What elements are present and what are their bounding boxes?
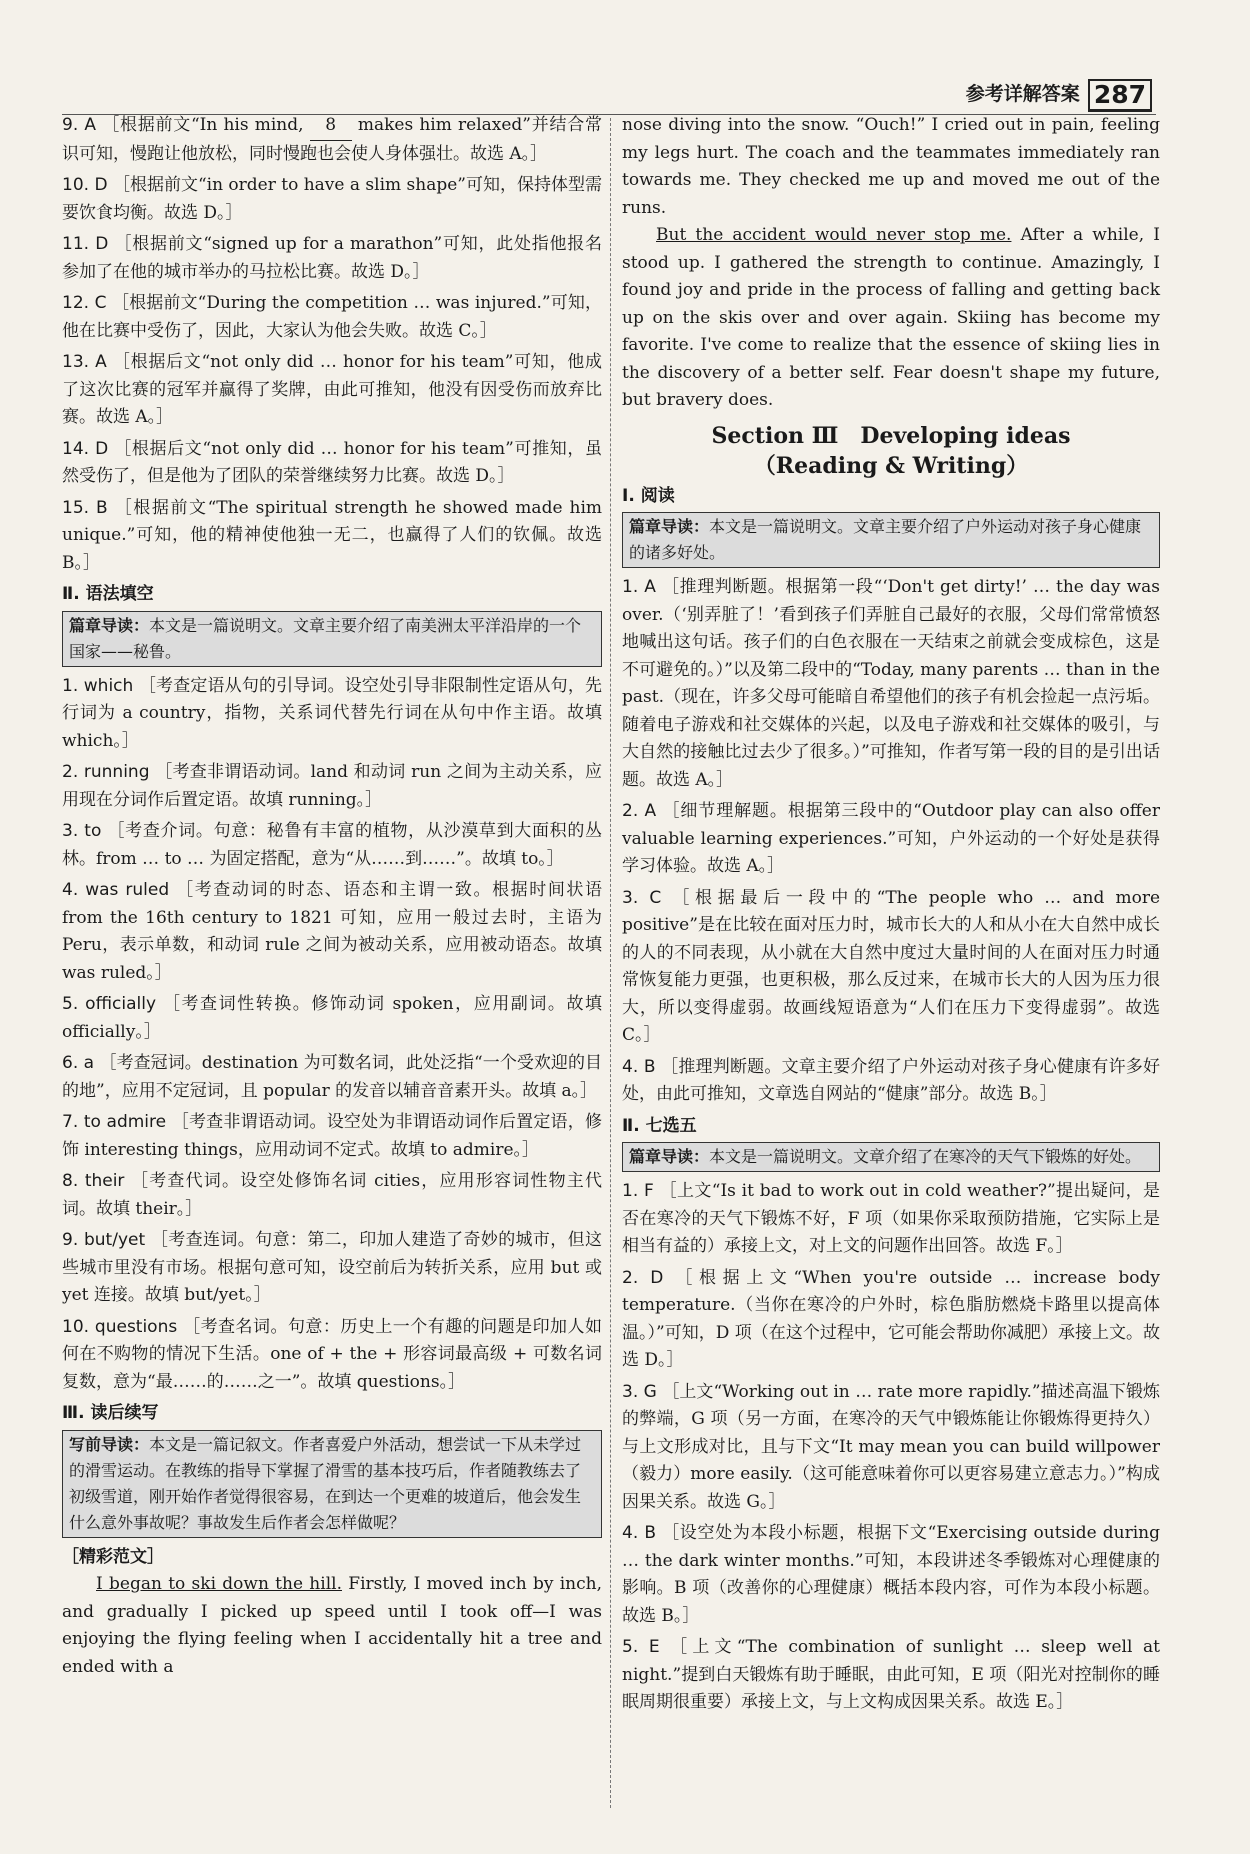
- reading-item: 2. A ［细节理解题。根据第三段中的“Outdoor play can also offer valuable learning experiences.”可知，户外运动的一个好处是获得学习体验。故选 A。］: [622, 801, 1160, 876]
- answer-item: 11. D ［根据前文“signed up for a marathon”可知，此处指他报名参加了在他的城市举办的马拉松比赛。故选 D。］: [62, 234, 602, 282]
- page-number: 287: [1088, 79, 1152, 112]
- grammar-item: 6. a ［考查冠词。destination 为可数名词，此处泛指“一个受欢迎的目的地”，应用不定冠词，且 popular 的发音以辅音音素开头。故填 a。］: [62, 1053, 603, 1101]
- model-essay-continued: [622, 112, 1160, 415]
- reading-guide: 篇章导读：本文是一篇说明文。文章主要介绍了户外运动对孩子身心健康的诸多好处。: [622, 512, 1160, 568]
- blank-number: 8: [310, 112, 352, 141]
- essay-paragraph: I began to ski down the hill. Firstly, I moved inch by inch, and gradually I picked up speed until I took off—I was enjoying the flying feeling when I accidentally hit a tree and ended with a: [62, 1574, 603, 1677]
- reading-item: 4. B ［推理判断题。文章主要介绍了户外运动对孩子身心健康有许多好处，由此可推知，文章选自网站的“健康”部分。故选 B。］: [622, 1056, 1161, 1104]
- grammar-item: 1. which ［考查定语从句的引导词。设空处引导非限制性定语从句，先行词为 a country，指物，关系词代替先行词在从句中作主语。故填 which。］: [62, 675, 602, 751]
- grammar-item: 5. officially ［考查词性转换。修饰动词 spoken，应用副词。故填 officially。］: [62, 994, 602, 1042]
- model-essay: [62, 1571, 602, 1681]
- grammar-item: 9. but/yet ［考查连词。句意：第二，印加人建造了奇妙的城市，但这些城市里没有市场。根据句意可知，设空前后为转折关系，应用 but 或 yet 连接。故填 but/yet。］: [62, 1230, 603, 1305]
- grammar-guide: 篇章导读：本文是一篇说明文。文章主要介绍了南美洲太平洋沿岸的一个国家——秘鲁。: [62, 611, 602, 667]
- answer-item: 10. D ［根据前文“in order to have a slim shape”可知，保持体型需要饮食均衡。故选 D。］: [62, 175, 602, 223]
- seven-choose-five-heading: Ⅱ. 七选五: [622, 1115, 697, 1136]
- answer-item: 14. D ［根据后文“not only did … honor for his team”可推知，虽然受伤了，但是他为了团队的荣誉继续努力比赛。故选 D。］: [62, 438, 603, 486]
- reading-heading: Ⅰ. 阅读: [622, 485, 675, 506]
- grammar-item: 3. to ［考查介词。句意：秘鲁有丰富的植物，从沙漠草到大面积的丛林。from … to … 为固定搭配，意为“从……到……”。故填 to。］: [62, 821, 603, 869]
- header-title: 参考详解答案: [965, 83, 1080, 106]
- answer-item: 9. A ［根据前文“In his mind, 8 makes him relaxed”并结合常识可知，慢跑让他放松，同时慢跑也会使人身体强壮。故选 A。］: [62, 112, 602, 168]
- section-title: Section Ⅲ Developing ideas: [711, 422, 1071, 449]
- seven-guide: 篇章导读：本文是一篇说明文。文章介绍了在寒冷的天气下锻炼的好处。: [622, 1142, 1160, 1172]
- seven-item: 2. D ［根据上文“When you're outside … increase body temperature.（当你在寒冷的户外时，棕色脂肪燃烧卡路里以提高体温。）”可知，D 项（在这个过程中，它可能会帮助你减肥）承接上文。故选 D。］: [622, 1267, 1161, 1370]
- page-header: [966, 80, 1152, 110]
- seven-item: 5. E ［上文“The combination of sunlight … sleep well at night.”提到白天锻炼有助于睡眠，由此可知，E 项（阳光对控制你的睡眠周期很重要）承接上文，与上文构成因果关系。故选 E。］: [622, 1637, 1160, 1712]
- continuation-heading: Ⅲ. 读后续写: [62, 1403, 159, 1423]
- essay-heading: ［精彩范文］: [62, 1546, 164, 1567]
- reading-item: 3. C ［根据最后一段中的“The people who … and more positive”是在比较在面对压力时，城市长大的人和从小在大自然中成长的人的不同表现，从小就在大自然中度过大量时间的人在面对压力时通常恢复能力更强，也更积极，那么反过来，在城市长大的人因为压力很大，所以变得虚弱。故画线短语意为“人们在压力下变得虚弱”。故选 C。］: [622, 887, 1161, 1045]
- seven-item: 4. B ［设空处为本段小标题，根据下文“Exercising outside during … the dark winter months.”可知，本段讲述冬季锻炼对心理健康的影响。B 项（改善你的心理健康）概括本段内容，可作为本段小标题。故选 B。］: [622, 1523, 1160, 1626]
- grammar-item: 2. running ［考查非谓语动词。land 和动词 run 之间为主动关系，应用现在分词作后置定语。故填 running。］: [62, 762, 603, 810]
- grammar-item: 4. was ruled ［考查动词的时态、语态和主谓一致。根据时间状语 from the 16th century to 1821 可知，应用一般过去时，主语为 Peru，表示单数，和动词 rule 之间为被动关系，应用被动语态。故填 was ruled。］: [62, 880, 603, 983]
- answer-item: 12. C ［根据前文“During the competition … was injured.”可知，他在比赛中受伤了，因此，大家认为他会失败。故选 C。］: [62, 293, 603, 341]
- continuation-guide: 写前导读：本文是一篇记叙文。作者喜爱户外活动，想尝试一下从未学过的滑雪运动。在教练的指导下掌握了滑雪的基本技巧后，作者随教练去了初级雪道，刚开始作者觉得很容易，在到达一个更难的坡道后，他会发生什么意外事故呢？事故发生后作者会怎样做呢？: [62, 1430, 602, 1538]
- essay-paragraph: But the accident would never stop me. After a while, I stood up. I gathered the strength to continue. Amazingly, I found joy and pride in the process of falling and getting back up on the skis over and over again. Skiing has become my favorite. I've come to realize that the essence of skiing lies in the discovery of a better self. Fear doesn't shape my future, but bravery does.: [622, 225, 1160, 410]
- left-column: [62, 112, 602, 1681]
- right-column: [622, 112, 1160, 1721]
- grammar-item: 8. their ［考查代词。设空处修饰名词 cities，应用形容词性物主代词。故填 their。］: [62, 1171, 602, 1219]
- seven-item: 1. F ［上文“Is it bad to work out in cold weather?”提出疑问，是否在寒冷的天气下锻炼不好，F 项（如果你采取预防措施，它实际上是相当有益的）承接上文，对上文的问题作出回答。故选 F。］: [622, 1181, 1160, 1256]
- grammar-item: 10. questions ［考查名词。句意：历史上一个有趣的问题是印加人如何在不购物的情况下生活。one of + the + 形容词最高级 + 可数名词复数，意为“最……的……之一”。故填 questions。］: [62, 1316, 603, 1392]
- grammar-heading: Ⅱ. 语法填空: [62, 584, 154, 604]
- column-divider: [610, 118, 611, 1808]
- grammar-item: 7. to admire ［考查非谓语动词。设空处为非谓语动词作后置定语，修饰 interesting things，应用动词不定式。故填 to admire。］: [62, 1112, 602, 1160]
- seven-item: 3. G ［上文“Working out in … rate more rapidly.”描述高温下锻炼的弊端，G 项（另一方面，在寒冷的天气中锻炼能让你锻炼得更持久）与上文形成对比，且与下文“It may mean you can build willpower（毅力）more easily.（这可能意味着你可以更容易建立意志力。）”构成因果关系。故选 G。］: [622, 1381, 1161, 1512]
- essay-paragraph: nose diving into the snow. “Ouch!” I cried out in pain, feeling my legs hurt. The coach and the teammates immediately ran towards me. They checked me up and moved me out of the runs.: [622, 115, 1160, 218]
- section-subtitle: （Reading & Writing）: [753, 452, 1029, 479]
- answer-item: 13. A ［根据后文“not only did … honor for his team”可知，他成了这次比赛的冠军并赢得了奖牌，由此可推知，他没有因受伤而放弃比赛。故选 A。］: [62, 352, 602, 427]
- reading-item: 1. A ［推理判断题。根据第一段“‘Don't get dirty!’ … the day was over.（‘别弄脏了！’看到孩子们弄脏自己最好的衣服，父母们常常愤怒地喊出这句话。孩子们的白色衣服在一天结束之前就会变成棕色，这是不可避免的。）”以及第二段中的“Today, many parents … than in the past.（现在，许多父母可能暗自希望他们的孩子有机会捡起一点污垢。随着电子游戏和社交媒体的兴起，以及电子游戏和社交媒体的吸引，与大自然的接触比过去少了很多。）”可推知，作者写第一段的目的是引出话题。故选 A。］: [622, 577, 1160, 790]
- answer-item: 15. B ［根据前文“The spiritual strength he showed made him unique.”可知，他的精神使他独一无二，也赢得了人们的钦佩。故选 B。］: [62, 497, 603, 573]
